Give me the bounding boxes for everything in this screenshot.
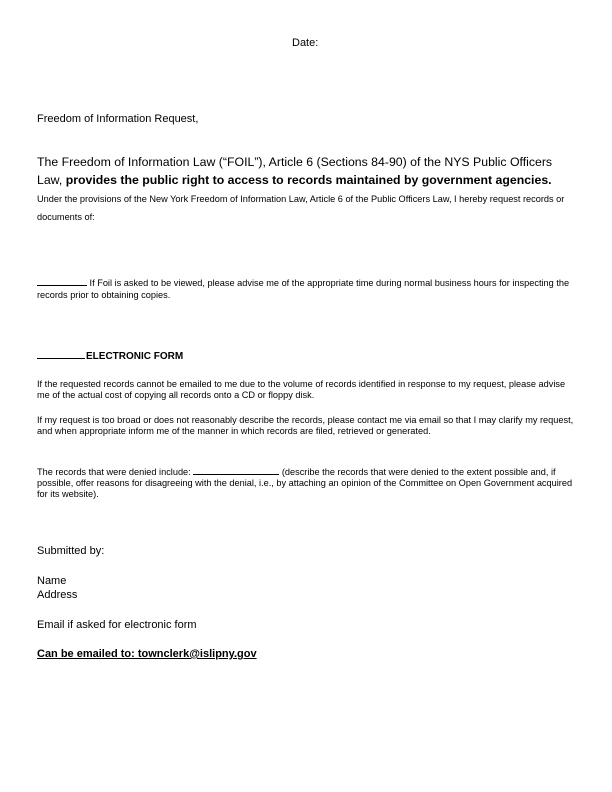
view-option-paragraph xyxy=(37,276,577,301)
emailed-to-address: Can be emailed to: townclerk@islipny.gov xyxy=(37,648,257,660)
intro-paragraph xyxy=(37,153,577,225)
view-blank-line[interactable] xyxy=(37,276,87,286)
electronic-form-label: ELECTRONIC FORM xyxy=(86,351,184,362)
electronic-blank-line[interactable] xyxy=(37,349,85,359)
date-label: Date: xyxy=(292,37,319,49)
name-label: Name xyxy=(37,575,67,587)
electronic-form-heading xyxy=(37,349,183,362)
denied-records-paragraph xyxy=(37,465,577,500)
emailed-paragraph: If the requested records cannot be emailed to me due to the volume of records identified in response to my request, please advise me of the actual cost of copying all records onto a CD or floppy disk. xyxy=(37,379,566,400)
broad-request-paragraph: If my request is too broad or does not reasonably describe the records, please contact me via email so that I may clarify my request, and when appropriate inform me of the manner in which records are filed, retrieved or generated. xyxy=(37,415,574,436)
submitted-by-label: Submitted by: xyxy=(37,545,105,557)
intro-text: The Freedom of Information Law (“FOIL”), Article 6 (Sections 84-90) of the NYS Public Officers Law, xyxy=(37,155,553,187)
denied-blank-line[interactable] xyxy=(193,465,279,475)
intro-bold-text: provides the public right to access to records maintained by government agencies. xyxy=(65,173,552,187)
address-label: Address xyxy=(37,589,78,601)
denied-prefix: The records that were denied include: xyxy=(37,467,194,477)
email-label: Email if asked for electronic form xyxy=(37,619,197,631)
view-option-text: If Foil is asked to be viewed, please advise me of the appropriate time during normal business hours for inspecting the records prior to obtaining copies. xyxy=(37,278,570,300)
denied-suffix: (describe the records that were denied to the extent possible and, if possible, offer reasons for disagreeing with the denial, i.e., by attaching an opinion of the Committee on Open Government acquired for its website). xyxy=(37,467,573,499)
salutation: Freedom of Information Request, xyxy=(37,113,199,125)
intro-small-text: Under the provisions of the New York Freedom of Information Law, Article 6 of the Public Officers Law, I hereby request records or documents of: xyxy=(37,194,565,222)
